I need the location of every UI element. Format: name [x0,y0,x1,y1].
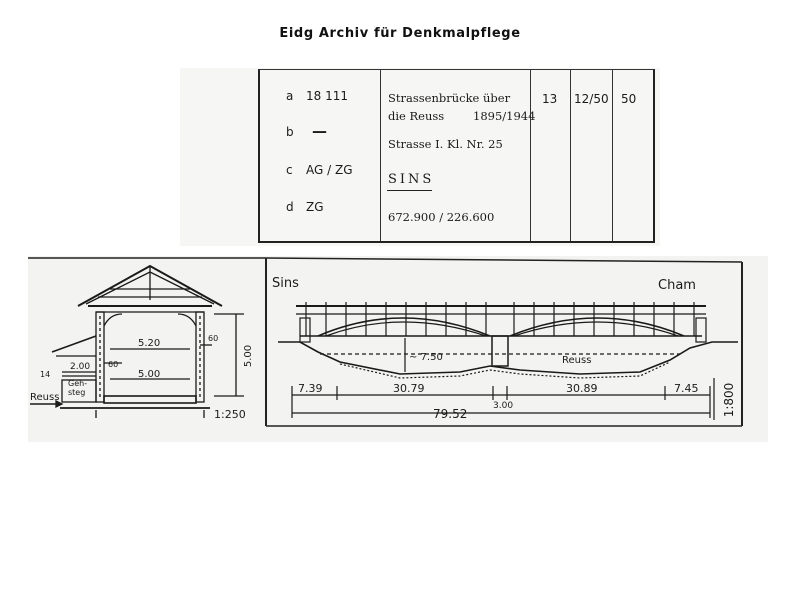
elevation-scale: 1:800 [722,382,736,418]
dim-walkway-width: 2.00 [70,362,91,372]
field-a-value: 18 111 [306,89,348,103]
span-left: 30.79 [393,382,425,395]
place-name: SINS [388,172,435,187]
pier-width: 3.00 [493,401,514,411]
walkway-label-1: Geh- [68,379,88,388]
cross-section-scale: 1:250 [214,408,246,421]
field-d-label: d [286,200,294,214]
dim-height: 5.00 [243,344,254,368]
place-left: Sins [272,276,299,291]
river-label-elevation: Reuss [562,355,592,366]
walkway-label-2: steg [68,388,86,397]
field-b-value: — [312,122,327,140]
dim-inner-width: 5.20 [138,338,161,349]
field-c-value: AG / ZG [306,163,353,177]
description-line-2b: 1895/1944 [473,109,536,123]
description-line-2a: die Reuss [388,109,445,123]
description-line-1: Strassenbrücke über [388,91,511,105]
coordinates: 672.900 / 226.600 [388,210,495,224]
archive-title: Eidg Archiv für Denkmalpflege [279,26,521,41]
dim-14: 14 [40,370,51,379]
place-right: Cham [658,278,696,293]
number-field-1: 13 [542,92,558,106]
dim-60-left: 60 [108,360,119,369]
description-line-3: Strasse I. Kl. Nr. 25 [388,137,503,151]
field-a-label: a [286,89,294,103]
span-right-bank: 7.45 [674,382,699,395]
number-field-2: 12/50 [574,92,609,106]
number-field-3: 50 [621,92,637,106]
dim-lower-width: 5.00 [138,369,161,380]
dim-60-right: 60 [208,334,219,343]
elevation-frame-top [266,258,742,262]
field-d-value: ZG [306,200,324,214]
span-left-bank: 7.39 [298,382,323,395]
height-label: ~ 7.50 [409,352,443,363]
river-label-section: Reuss [30,392,60,403]
field-c-label: c [286,163,293,177]
field-b-label: b [286,125,294,139]
span-right: 30.89 [566,382,598,395]
total-length: 79.52 [433,407,468,421]
